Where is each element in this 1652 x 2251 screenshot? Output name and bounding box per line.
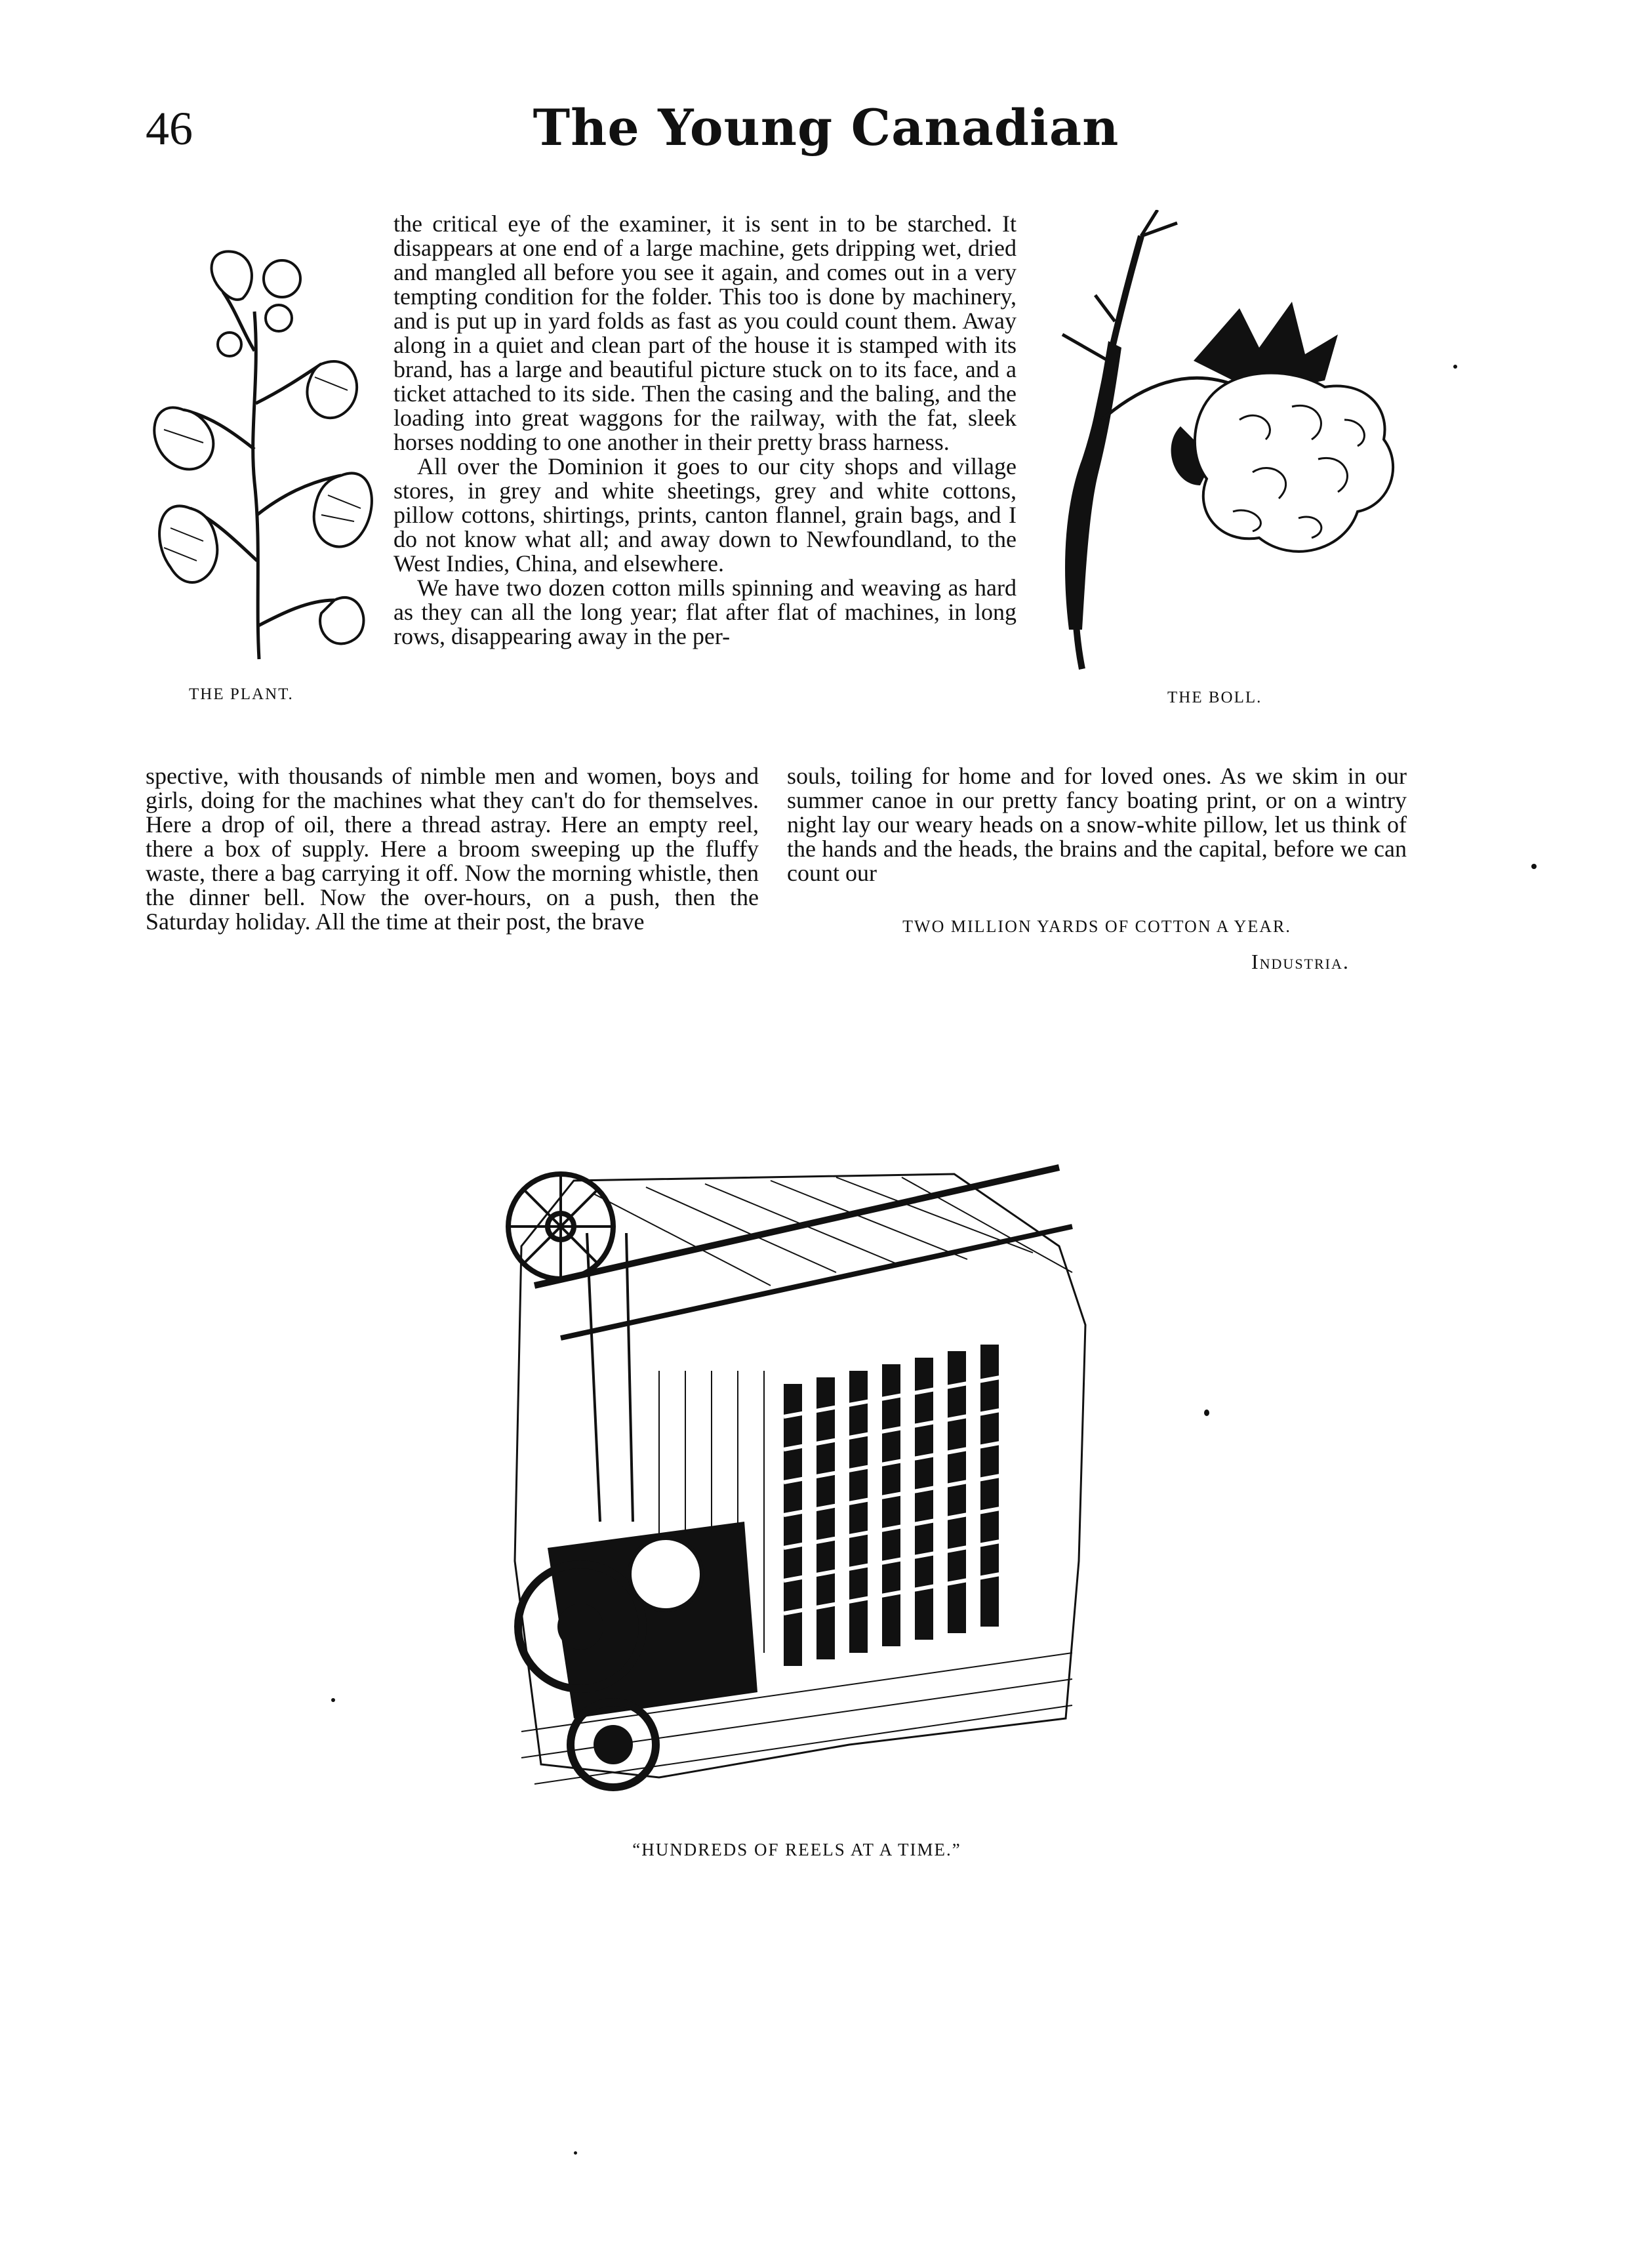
article-paragraph: spective, with thousands of nimble men and women, boys and girls, doing for the machines what they can't do for themselves. Here a drop of oil, there a thread astray. Here an empty reel, there a box of supply. Here a broom sweeping up the fluffy waste, there a bag carrying it off. Now the morning whistle, then the dinner bell. Now the over-hours, on a push, then the Saturday holiday. All the time at their post, the brave (146, 763, 759, 935)
page-number: 46 (146, 102, 193, 155)
closing-line: TWO MILLION YARDS OF COTTON A YEAR. (902, 917, 1291, 936)
boll-illustration (1043, 210, 1410, 682)
plant-caption: THE PLANT. (189, 685, 294, 703)
magazine-title: The Young Canadian (533, 98, 1119, 157)
author-signature: Industria. (1251, 950, 1350, 973)
mill-caption: “HUNDREDS OF REELS AT A TIME.” (632, 1840, 961, 1859)
article-right-column (787, 764, 1407, 885)
article-center-column (393, 212, 1017, 649)
plant-illustration (144, 233, 380, 666)
article-left-column (146, 764, 759, 934)
cotton-mill-engraving (495, 1154, 1098, 1797)
scan-speck (331, 1698, 335, 1702)
scan-speck (1531, 864, 1537, 869)
mill-illustration (495, 1154, 1098, 1797)
article-paragraph: the critical eye of the examiner, it is sent in to be starched. It disappears at one end of a large machine, gets dripping wet, dried and mangled all before you see it again, and comes out in a very tempting condition for the folder. This too is done by machinery, and is put up in yard folds as fast as you could count them. Away along in a quiet and clean part of the house it is stamped with its brand, has a large and beautiful picture stuck on to its face, and a ticket attached to its side. Then the casing and the baling, and the loading into great waggons for the railway, with the fat, sleek horses nodding to one another in their pretty brass harness. (393, 211, 1017, 455)
cotton-plant-drawing (144, 233, 380, 666)
scan-speck (1204, 1409, 1209, 1416)
scan-speck (1453, 365, 1457, 369)
article-paragraph: souls, toiling for home and for loved ones. As we skim in our summer canoe in our pretty fancy boating print, or on a wintry night lay our weary heads on a snow-white pillow, let us think of the hands and the heads, the brains and the capital, before we can count our (787, 763, 1407, 886)
scan-speck (574, 2151, 577, 2155)
article-paragraph: We have two dozen cotton mills spinning and weaving as hard as they can all the long year; flat after flat of machines, in long rows, disappearing away in the per- (393, 575, 1017, 649)
article-paragraph: All over the Dominion it goes to our city shops and village stores, in grey and white sheetings, grey and white cottons, pillow cottons, shirtings, prints, canton flannel, grain bags, and I do not know what all; and away down to Newfoundland, to the West Indies, China, and elsewhere. (393, 453, 1017, 577)
boll-caption: THE BOLL. (1167, 689, 1262, 706)
cotton-boll-drawing (1043, 210, 1410, 682)
